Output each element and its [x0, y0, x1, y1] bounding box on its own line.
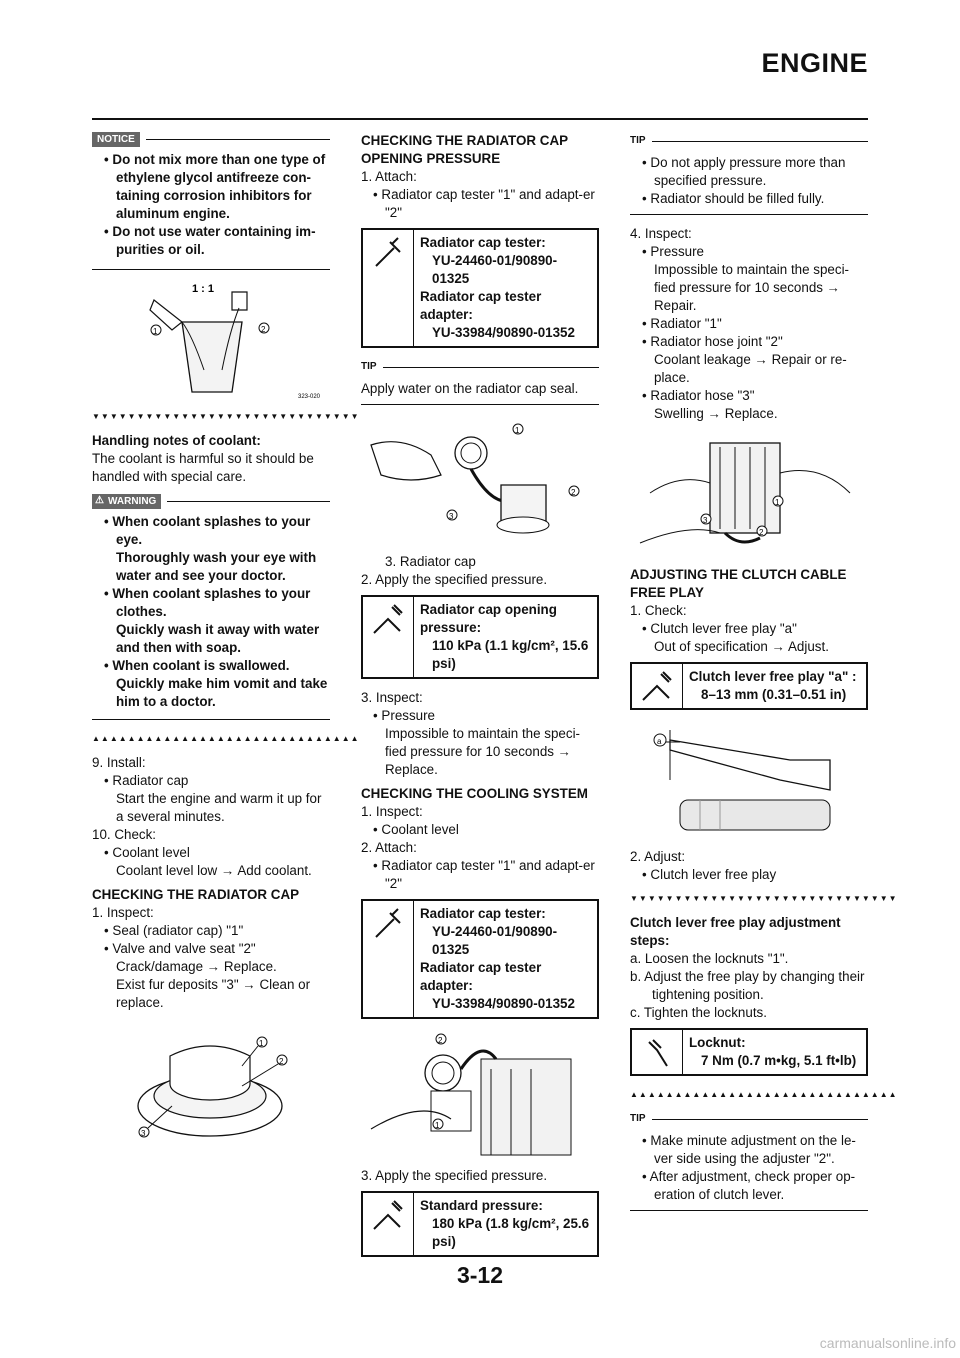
column-1 [92, 132, 360, 1154]
notice-tag: NOTICE [92, 132, 140, 147]
tool-icon [370, 907, 406, 943]
step-install: 9. Install: [92, 755, 146, 770]
notice-header [92, 132, 330, 147]
install-text: Start the engine and warm it up for a several minutes. [116, 791, 322, 824]
column-3 [630, 132, 898, 1221]
adjustment-title: Clutch lever free play adjustment steps: [630, 915, 841, 948]
svg-text:3: 3 [703, 516, 708, 525]
steps-start-marker: ▼▼▼▼▼▼▼▼▼▼▼▼▼▼▼▼▼▼▼▼▼▼▼▼▼▼▼▼▼▼ [630, 894, 898, 903]
rc-item: • Valve and valve seat "2" [104, 941, 256, 956]
radiator-figure [630, 433, 868, 558]
tip-item: • Radiator should be filled fully. [642, 191, 825, 206]
spec-box-tester-2: Radiator cap tester: YU-24460-01/90890-01325 Radiator cap tester adapter: YU-33984/90890-01352 [361, 899, 599, 1019]
page-number: 3-12 [456, 1262, 504, 1288]
svg-text:2: 2 [261, 325, 266, 334]
section-title: ENGINE [761, 48, 868, 78]
tip-header: TIP [630, 132, 868, 150]
notice-item: • Do not mix more than one type of ethylene glycol antifreeze con-taining corrosion inhibitors for aluminum engine. [104, 152, 326, 221]
tool-icon [370, 236, 406, 272]
cl-item: • Clutch lever free play "a" [642, 621, 797, 636]
handling-title: Handling notes of coolant: [92, 433, 261, 448]
inspect-item: • Radiator "1" [642, 316, 722, 331]
warning-item: • When coolant is swallowed. Quickly make him vomit and take him to a doctor. [104, 658, 328, 709]
svg-text:1: 1 [153, 327, 158, 336]
spec-box-opening-pressure: Radiator cap opening pressure: 110 kPa (1.1 kg/cm², 15.6 psi) [361, 595, 599, 679]
header-rule [92, 118, 868, 120]
svg-text:3: 3 [449, 512, 454, 521]
torque-icon [370, 1199, 406, 1235]
cs-item: • Radiator cap tester "1" and adapt-er "2" [373, 858, 595, 891]
steps-end-marker: ▲▲▲▲▲▲▲▲▲▲▲▲▲▲▲▲▲▲▲▲▲▲▲▲▲▲▲▲▲▲ [630, 1090, 898, 1099]
torque-icon [370, 603, 406, 639]
cl-step: 2. Adjust: [630, 849, 686, 864]
cl-item: • Clutch lever free play [642, 867, 777, 882]
steps-end-marker: ▲▲▲▲▲▲▲▲▲▲▲▲▲▲▲▲▲▲▲▲▲▲▲▲▲▲▲▲▲▲ [92, 734, 360, 743]
step-check: 10. Check: [92, 827, 157, 842]
rc-item: • Seal (radiator cap) "1" [104, 923, 244, 938]
svg-text:3: 3 [141, 1129, 146, 1138]
check-text: Coolant level low → Add coolant. [116, 863, 312, 878]
warning-icon: ⚠ [95, 495, 104, 506]
tip-item: • Do not apply pressure more than specified pressure. [642, 155, 846, 188]
cs-step: 3. Apply the specified pressure. [361, 1168, 548, 1183]
clutch-lever-figure [630, 720, 868, 840]
notice-item: • Do not use water containing im-purities or oil. [104, 224, 316, 257]
adjust-step: b. Adjust the free play by changing their tightening position. [630, 969, 865, 1002]
check-item: • Coolant level [104, 845, 190, 860]
tip-item: • Make minute adjustment on the le-ver side using the adjuster "2". [642, 1133, 856, 1166]
adjust-step: a. Loosen the locknuts "1". [630, 951, 789, 966]
svg-text:1: 1 [435, 1121, 440, 1130]
inspect-item: • Pressure [642, 244, 705, 259]
ratio-label: 1 : 1 [192, 283, 215, 295]
steps-start-marker: ▼▼▼▼▼▼▼▼▼▼▼▼▼▼▼▼▼▼▼▼▼▼▼▼▼▼▼▼▼▼ [92, 412, 360, 421]
tip-header: TIP [630, 1110, 868, 1128]
radiator-cap-title: CHECKING THE RADIATOR CAP [92, 887, 300, 902]
svg-text:a: a [657, 737, 662, 746]
step-inspect: 4. Inspect: [630, 226, 692, 241]
svg-text:2: 2 [571, 488, 576, 497]
install-item: • Radiator cap [104, 773, 189, 788]
tip-header: TIP [361, 358, 599, 376]
inspect-text: Swelling → Replace. [654, 406, 778, 421]
opening-pressure-title: CHECKING THE RADIATOR CAP OPENING PRESSURE [361, 133, 568, 166]
cs-step: 1. Inspect: [361, 804, 423, 819]
column-2 [361, 132, 599, 1267]
figure-code: 323-020 [298, 394, 321, 400]
cooling-system-figure [361, 1029, 599, 1159]
cooling-system-title: CHECKING THE COOLING SYSTEM [361, 786, 588, 801]
warning-item: • When coolant splashes to your eye. Thoroughly wash your eye with water and see your doctor. [104, 514, 317, 583]
cl-step: 1. Check: [630, 603, 687, 618]
wrench-icon [639, 1036, 675, 1072]
rc-text: Crack/damage → Replace. [116, 959, 277, 974]
step-inspect: 3. Inspect: [361, 690, 423, 705]
step-attach: 1. Attach: [361, 169, 417, 184]
cs-step: 2. Attach: [361, 840, 417, 855]
warning-header [92, 494, 330, 509]
figure-caption: 3. Radiator cap [385, 554, 476, 569]
svg-text:1: 1 [775, 498, 780, 507]
rc-text: Exist fur deposits "3" → Clean or replace. [116, 977, 311, 1010]
cap-tester-figure [361, 415, 599, 545]
cl-text: Out of specification → Adjust. [654, 639, 829, 654]
spec-box-locknut: Locknut: 7 Nm (0.7 m•kg, 5.1 ft•lb) [630, 1028, 868, 1076]
warning-item: • When coolant splashes to your clothes. Quickly wash it away with water and then with soap. [104, 586, 320, 655]
spec-box-standard-pressure: Standard pressure: 180 kPa (1.8 kg/cm², 25.6 psi) [361, 1191, 599, 1257]
svg-text:2: 2 [759, 528, 764, 537]
rc-step-inspect: 1. Inspect: [92, 905, 154, 920]
inspect-text: Impossible to maintain the speci-fied pressure for 10 seconds → Replace. [385, 726, 581, 777]
svg-text:2: 2 [438, 1036, 443, 1045]
attach-item: • Radiator cap tester "1" and adapt-er "2" [373, 187, 595, 220]
spec-box-tester: Radiator cap tester: YU-24460-01/90890-01325 Radiator cap tester adapter: YU-33984/90890-01352 [361, 228, 599, 348]
coolant-mix-figure [92, 280, 330, 400]
handling-text: The coolant is harmful so it should be handled with special care. [92, 451, 314, 484]
tip-item: • After adjustment, check proper op-eration of clutch lever. [642, 1169, 856, 1202]
inspect-item: • Pressure [373, 708, 436, 723]
tip-text: Apply water on the radiator cap seal. [361, 381, 579, 396]
inspect-text: Coolant leakage → Repair or re-place. [654, 352, 847, 385]
step-apply: 2. Apply the specified pressure. [361, 572, 548, 587]
inspect-text: Impossible to maintain the speci-fied pressure for 10 seconds → Repair. [654, 262, 850, 313]
inspect-item: • Radiator hose "3" [642, 388, 755, 403]
svg-text:1: 1 [515, 426, 520, 435]
torque-icon [639, 670, 675, 706]
svg-text:1: 1 [259, 1039, 264, 1048]
svg-text:2: 2 [279, 1057, 284, 1066]
radiator-cap-figure [92, 1026, 330, 1146]
clutch-title: ADJUSTING THE CLUTCH CABLE FREE PLAY [630, 567, 847, 600]
footer-watermark: carmanualsonline.info [819, 1335, 956, 1351]
adjust-step: c. Tighten the locknuts. [630, 1005, 767, 1020]
cs-item: • Coolant level [373, 822, 459, 837]
spec-box-free-play: Clutch lever free play "a" : 8–13 mm (0.31–0.51 in) [630, 662, 868, 710]
inspect-item: • Radiator hose joint "2" [642, 334, 783, 349]
warning-tag: ⚠ WARNING [92, 494, 161, 509]
